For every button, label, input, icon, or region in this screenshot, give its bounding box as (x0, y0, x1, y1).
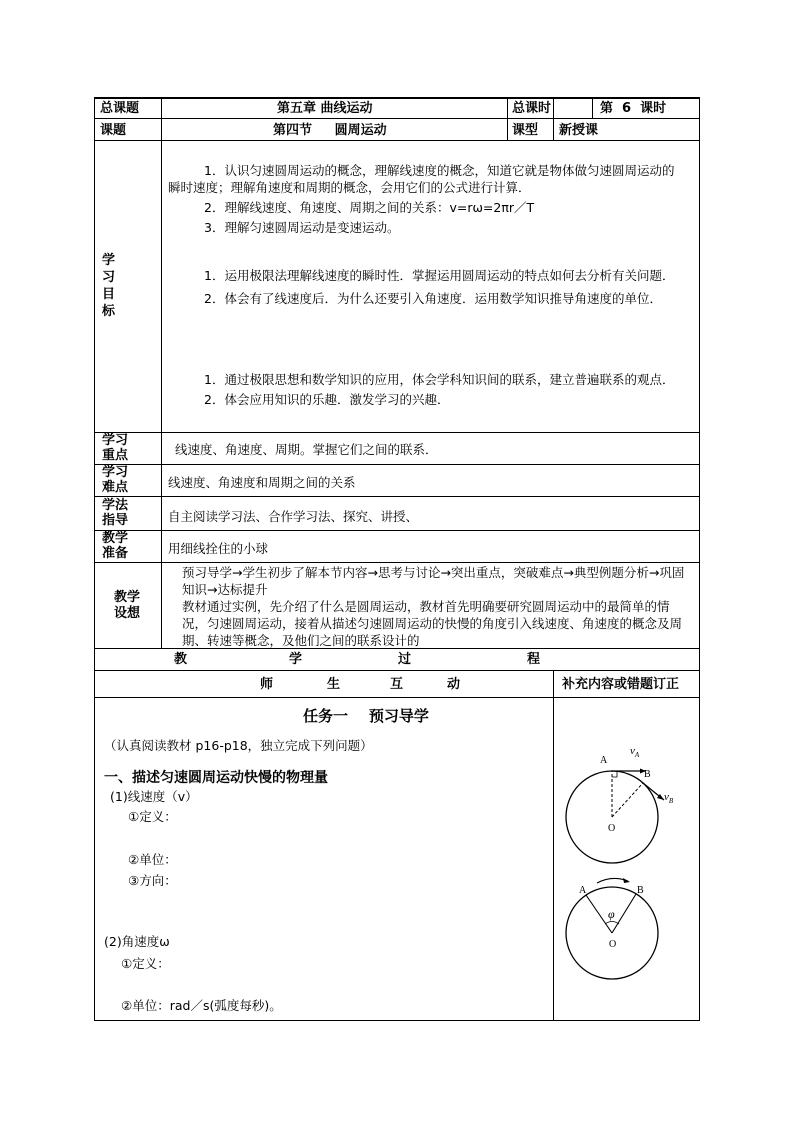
row-divider (94, 464, 700, 465)
row-divider (94, 670, 700, 671)
point-a-label: A (600, 755, 608, 766)
key-points-value: 线速度、角速度、周期。掌握它们之间的联系． (175, 442, 438, 457)
radius-ob (612, 783, 643, 817)
row-divider (94, 530, 700, 531)
total-hours-label: 总课时 (512, 101, 552, 116)
center-label: O (609, 939, 617, 950)
section-heading: 一、描述匀速圆周运动快慢的物理量 (104, 770, 328, 786)
lesson-type-value: 新授课 (559, 123, 599, 138)
goal-item: 3．理解匀速圆周运动是变速运动。 (204, 220, 400, 235)
difficulties-label: 学习 难点 (102, 465, 129, 495)
arrowhead (623, 878, 630, 883)
velocity-a-label: $v_A$ (630, 745, 640, 759)
key-points-label: 学习 重点 (102, 433, 129, 463)
center-label: O (608, 823, 616, 834)
interaction-title-char: 师 (260, 677, 274, 692)
teaching-design-text: 预习导学→学生初步了解本节内容→思考与讨论→突出重点，突破难点→典型例题分析→巩固知识→达标提升 教材通过实例，先介绍了什么是圆周运动，教材首先明确要研究圆周运动中的最简单的情况，匀速圆周运动，接着从描述匀速圆周运动的快慢的角度引入线速度、角速度的概念及周期、转速等概念，及他们之间的联系设计的 (182, 565, 685, 648)
task-title: 任务一 预习导学 (303, 707, 429, 725)
label-column-divider (161, 97, 162, 649)
row-divider (94, 432, 700, 433)
method-value: 自主阅读学习法、合作学习法、探究、讲授、 (168, 509, 419, 524)
process-title-char: 教 (174, 652, 188, 667)
angle-label: φ (608, 907, 615, 921)
point-a-label: A (579, 885, 587, 896)
angular-velocity-definition: ①定义： (121, 956, 170, 971)
goal-item: 2．体会有了线速度后．为什么还要引入角速度．运用数学知识推导角速度的单位． (204, 291, 662, 306)
emotion-goals (168, 370, 684, 410)
linear-velocity-direction: ③方向： (128, 873, 177, 888)
table-top-border (94, 97, 700, 99)
process-title-char: 学 (289, 652, 303, 667)
header-column-divider (553, 97, 554, 141)
goal-item: 2．体会应用知识的乐趣．激发学习的兴趣． (204, 392, 450, 407)
process-title-char: 过 (398, 652, 412, 667)
teaching-design-label: 教学 设想 (114, 590, 141, 621)
header-column-divider (507, 97, 508, 141)
row-divider (94, 562, 700, 563)
goal-item: 1．通过极限思想和数学知识的应用，体会学科知识间的联系，建立普遍联系的观点． (204, 372, 675, 387)
supplement-title: 补充内容或错题订正 (562, 677, 680, 692)
total-topic-value: 第五章 曲线运动 (277, 101, 373, 116)
header-column-divider (592, 97, 593, 119)
velocity-b-label: $v_B$ (664, 791, 674, 805)
point-b-label: B (644, 769, 651, 780)
linear-velocity-diagram (560, 740, 690, 870)
angular-velocity-heading: (2)角速度ω (104, 934, 170, 949)
lesson-type-label: 课型 (512, 123, 539, 138)
row-divider (94, 496, 700, 497)
task-instruction: （认真阅读教材 p16-p18，独立完成下列问题） (104, 738, 373, 753)
linear-velocity-heading: (1)线速度（v） (110, 789, 198, 804)
topic-value: 第四节 圆周运动 (273, 123, 387, 138)
goal-item: 1．运用极限法理解线速度的瞬时性．掌握运用圆周运动的特点如何去分析有关问题． (204, 268, 675, 283)
interaction-title-char: 生 (327, 677, 341, 692)
linear-velocity-unit: ②单位： (128, 852, 177, 867)
lesson-number: 第 6 课时 (600, 101, 667, 116)
row-divider (94, 140, 700, 141)
table-bottom-border (94, 1020, 700, 1021)
difficulties-value: 线速度、角速度和周期之间的关系 (168, 475, 356, 490)
preparation-value: 用细线拴住的小球 (168, 541, 269, 556)
topic-label: 课题 (100, 123, 127, 138)
angle-arc (605, 922, 619, 925)
table-right-border (699, 97, 700, 1021)
supplement-column-divider (553, 670, 554, 1021)
total-topic-label: 总课题 (100, 101, 140, 116)
right-angle-mark (612, 771, 617, 777)
preparation-label: 教学 准备 (102, 531, 129, 561)
learning-goals-label: 学 习 目 标 (102, 253, 116, 319)
point-b-label: B (637, 885, 644, 896)
angular-velocity-unit: ②单位：rad／s(弧度每秒)。 (121, 998, 282, 1013)
goal-item: 1．认识匀速圆周运动的概念，理解线速度的概念，知道它就是物体做匀速圆周运动的瞬时速度；理解角速度和周期的概念，会用它们的公式进行计算． (168, 163, 675, 195)
table-left-border (94, 97, 95, 1021)
row-divider (94, 118, 700, 119)
goal-item: 2．理解线速度、角速度、周期之间的关系：v=rω=2πr／T (204, 200, 535, 215)
knowledge-goals (168, 162, 684, 236)
method-label: 学法 指导 (102, 498, 129, 528)
row-divider (94, 697, 700, 698)
linear-velocity-definition: ①定义： (128, 809, 177, 824)
process-title-char: 程 (527, 652, 541, 667)
interaction-title-char: 互 (390, 677, 404, 692)
radius-ob (612, 894, 636, 933)
process-goals (168, 266, 684, 309)
angular-velocity-diagram (560, 872, 665, 982)
interaction-title-char: 动 (447, 677, 461, 692)
